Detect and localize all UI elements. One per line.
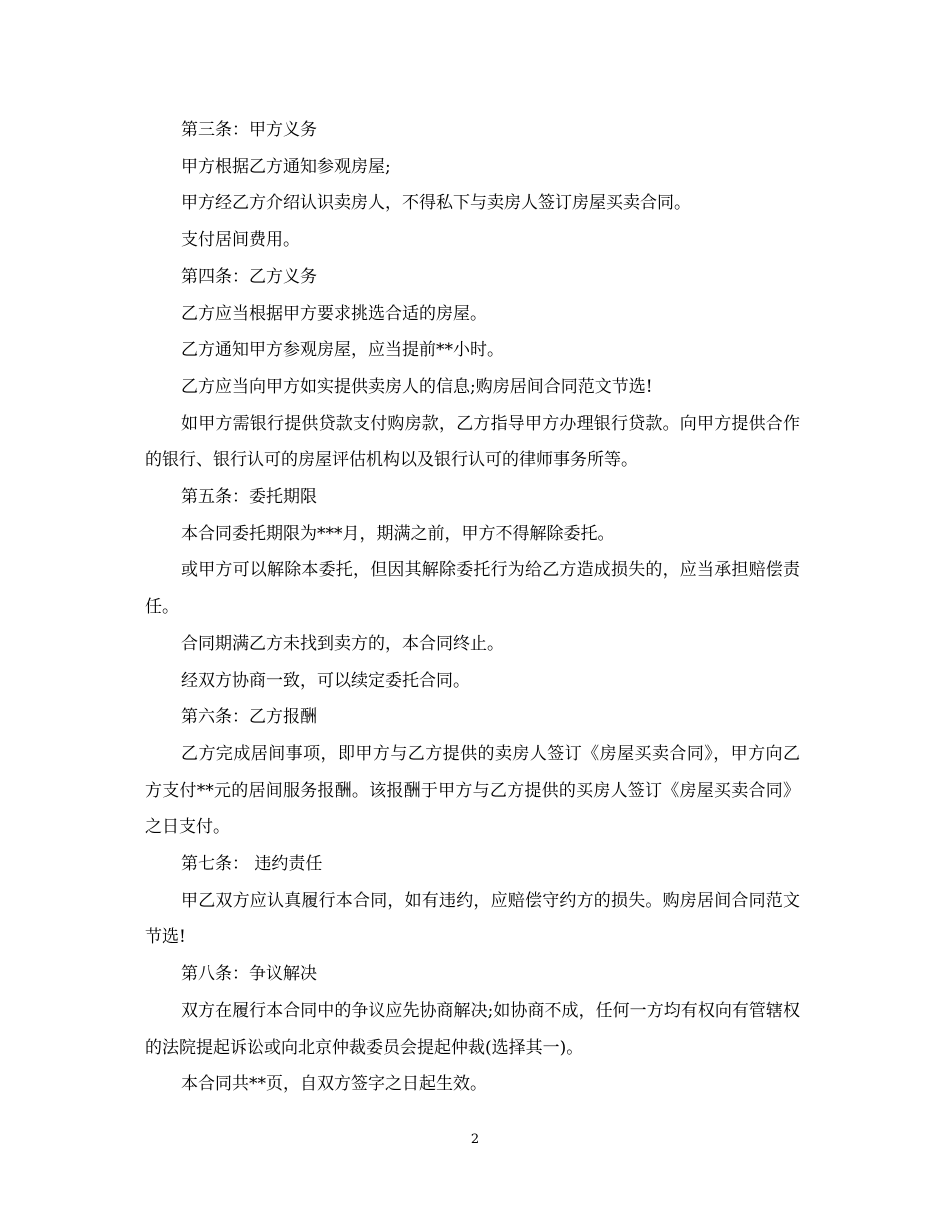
heading-article-8: 第八条：争议解决 — [181, 964, 317, 985]
paragraph: 乙方完成居间事项，即甲方与乙方提供的卖房人签订《房屋买卖合同》，甲方向乙方支付**元的居间服务报酬。该报酬于甲方与乙方提供的买房人签订《房屋买卖合同》之日支付。 — [145, 743, 800, 838]
paragraph: 如甲方需银行提供贷款支付购房款，乙方指导甲方办理银行贷款。向甲方提供合作的银行、银行认可的房屋评估机构以及银行认可的律师事务所等。 — [145, 413, 800, 471]
heading-article-6: 第六条：乙方报酬 — [181, 707, 317, 728]
heading-article-5: 第五条：委托期限 — [181, 487, 317, 508]
paragraph: 乙方通知甲方参观房屋，应当提前**小时。 — [181, 340, 504, 361]
paragraph: 甲方根据乙方通知参观房屋; — [181, 156, 391, 177]
paragraph: 乙方应当向甲方如实提供卖房人的信息;购房居间合同范文节选! — [181, 376, 653, 397]
paragraph: 合同期满乙方未找到卖方的，本合同终止。 — [181, 633, 504, 654]
heading-article-3: 第三条：甲方义务 — [181, 120, 317, 140]
paragraph: 甲方经乙方介绍认识卖房人，不得私下与卖房人签订房屋买卖合同。 — [181, 193, 691, 214]
paragraph: 乙方应当根据甲方要求挑选合适的房屋。 — [181, 303, 487, 324]
paragraph: 本合同共**页，自双方签字之日起生效。 — [181, 1074, 487, 1095]
paragraph: 甲乙双方应认真履行本合同，如有违约，应赔偿守约方的损失。购房居间合同范文节选! — [145, 890, 800, 948]
paragraph: 经双方协商一致，可以续定委托合同。 — [181, 670, 470, 691]
page-number: 2 — [470, 1132, 480, 1147]
heading-article-4: 第四条：乙方义务 — [181, 266, 317, 287]
document-body — [145, 112, 800, 1103]
paragraph: 双方在履行本合同中的争议应先协商解决;如协商不成，任何一方均有权向有管辖权的法院提起诉讼或向北京仲裁委员会提起仲裁(选择其一)。 — [145, 1000, 800, 1058]
paragraph: 支付居间费用。 — [181, 230, 300, 251]
paragraph: 本合同委托期限为***月，期满之前，甲方不得解除委托。 — [181, 523, 615, 544]
heading-article-7: 第七条： 违约责任 — [181, 854, 323, 875]
paragraph: 或甲方可以解除本委托，但因其解除委托行为给乙方造成损失的，应当承担赔偿责任。 — [145, 560, 800, 618]
